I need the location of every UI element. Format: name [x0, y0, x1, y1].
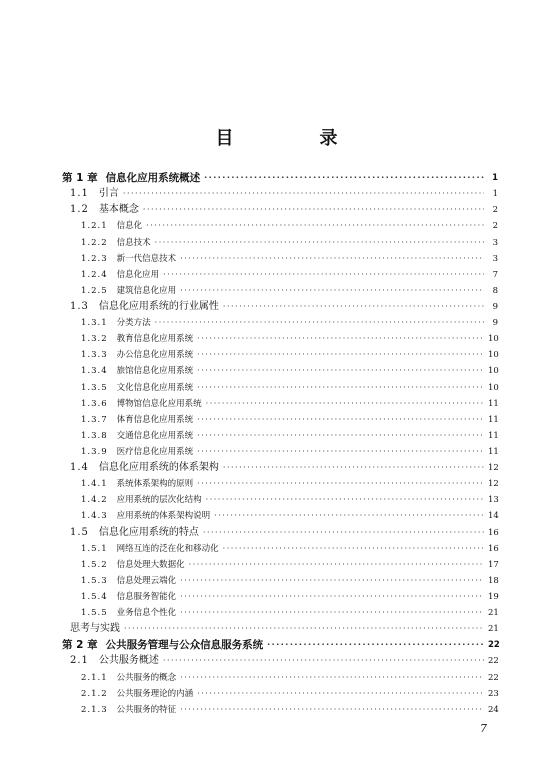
toc-dot-leader: [180, 251, 484, 267]
toc-entry-number: 2.1.3: [81, 704, 108, 715]
toc-entry-title: 办公信息化应用系统: [116, 350, 194, 361]
toc-entry-page: 7: [492, 269, 498, 280]
toc-entry-title: 思考与实践: [70, 623, 120, 635]
toc-section-entry: [62, 653, 498, 669]
toc-entry-number: 1.1: [70, 188, 89, 200]
toc-dot-leader: [223, 299, 484, 315]
toc-entry-page: 18: [488, 575, 499, 586]
toc-entry-page: 10: [488, 382, 499, 393]
toc-entry-page: 21: [488, 608, 499, 619]
toc-entry-title: 信息化应用系统概述: [105, 172, 201, 185]
toc-entry-page: 11: [488, 446, 499, 457]
toc-entry-page: 11: [488, 398, 499, 409]
toc-entry-number: 1.4.3: [81, 511, 108, 522]
toc-entry-number: 1.2.5: [81, 285, 108, 296]
toc-dot-leader: [197, 347, 484, 363]
toc-dot-leader: [214, 508, 484, 524]
toc-dot-leader: [180, 589, 484, 605]
toc-entry-title: 旅馆信息化应用系统: [116, 366, 194, 377]
toc-entry-number: 第 1 章: [62, 172, 98, 185]
toc-subsection-entry: [62, 379, 498, 395]
toc-entry-title: 网络互连的泛在化和移动化: [116, 543, 219, 554]
toc-dot-leader: [180, 605, 484, 621]
toc-entry-title: 公共服务的特征: [116, 704, 177, 715]
toc-entry-number: 1.2.2: [81, 237, 108, 248]
toc-entry-title: 信息化应用系统的行业属性: [98, 300, 219, 312]
toc-entry-number: 1.3.2: [81, 334, 108, 345]
toc-entry-number: 1.3.3: [81, 350, 108, 361]
toc-entry-title: 文化信息化应用系统: [116, 382, 194, 393]
toc-subsection-entry: [62, 557, 498, 573]
toc-entry-page: 3: [492, 253, 498, 264]
toc-entry-page: 3: [492, 237, 498, 248]
toc-chapter-entry: [62, 637, 498, 653]
toc-subsection-entry: [62, 508, 498, 524]
toc-dot-leader: [197, 428, 484, 444]
table-of-contents: [62, 170, 498, 718]
toc-entry-title: 信息化应用系统的特点: [98, 526, 199, 538]
toc-entry-number: 1.3.4: [81, 366, 108, 377]
toc-dot-leader: [143, 202, 484, 218]
toc-entry-title: 信息服务智能化: [116, 591, 177, 602]
toc-entry-title: 信息化: [116, 221, 143, 232]
toc-section-entry: [62, 202, 498, 218]
toc-entry-page: 16: [488, 543, 499, 554]
toc-entry-number: 1.5.3: [81, 575, 108, 586]
toc-entry-number: 1.4.2: [81, 495, 108, 506]
toc-subsection-entry: [62, 541, 498, 557]
toc-entry-number: 1.2.3: [81, 253, 108, 264]
toc-entry-number: 1.3.1: [81, 318, 108, 329]
toc-subsection-entry: [62, 331, 498, 347]
toc-entry-title: 公共服务的概念: [116, 672, 177, 683]
toc-entry-number: 2.1.1: [81, 672, 108, 683]
toc-entry-page: 24: [488, 704, 499, 715]
toc-entry-title: 交通信息化应用系统: [116, 430, 194, 441]
page-number: 7: [480, 722, 487, 735]
toc-entry-title: 信息处理云端化: [116, 575, 177, 586]
toc-subsection-entry: [62, 283, 498, 299]
toc-section-entry: [62, 621, 498, 637]
toc-entry-number: 1.3.7: [81, 414, 108, 425]
toc-dot-leader: [180, 573, 484, 589]
toc-entry-page: 22: [488, 672, 499, 683]
toc-dot-leader: [197, 412, 484, 428]
toc-subsection-entry: [62, 267, 498, 283]
toc-entry-title: 应用系统的体系架构说明: [116, 511, 211, 522]
toc-dot-leader: [180, 670, 484, 686]
toc-subsection-entry: [62, 589, 498, 605]
toc-entry-number: 1.3.5: [81, 382, 108, 393]
toc-entry-title: 信息处理大数据化: [116, 559, 185, 570]
toc-dot-leader: [197, 363, 484, 379]
toc-entry-number: 1.4: [70, 462, 89, 474]
toc-entry-title: 系统体系架构的原则: [116, 479, 194, 490]
toc-entry-title: 信息技术: [116, 237, 151, 248]
toc-entry-title: 分类方法: [116, 318, 151, 329]
toc-subsection-entry: [62, 605, 498, 621]
toc-entry-page: 10: [488, 366, 499, 377]
toc-entry-title: 新一代信息技术: [116, 253, 177, 264]
toc-entry-page: 13: [488, 495, 499, 506]
toc-subsection-entry: [62, 218, 498, 234]
toc-dot-leader: [180, 702, 484, 718]
toc-dot-leader: [203, 525, 484, 541]
toc-dot-leader: [197, 380, 484, 396]
toc-dot-leader: [146, 218, 484, 234]
toc-entry-number: 1.4.1: [81, 479, 108, 490]
toc-section-entry: [62, 524, 498, 540]
toc-dot-leader: [206, 492, 484, 508]
toc-dot-leader: [189, 557, 484, 573]
toc-entry-page: 11: [488, 430, 499, 441]
toc-subsection-entry: [62, 686, 498, 702]
toc-entry-number: 1.3.6: [81, 398, 108, 409]
toc-section-entry: [62, 299, 498, 315]
toc-entry-number: 1.2.4: [81, 269, 108, 280]
toc-entry-number: 1.5: [70, 526, 89, 538]
toc-subsection-entry: [62, 492, 498, 508]
toc-entry-page: 12: [488, 463, 499, 474]
toc-entry-page: 16: [488, 527, 499, 538]
toc-entry-title: 公共服务概述: [98, 655, 159, 667]
toc-subsection-entry: [62, 428, 498, 444]
toc-subsection-entry: [62, 444, 498, 460]
toc-entry-page: 23: [488, 688, 499, 699]
toc-subsection-entry: [62, 347, 498, 363]
toc-subsection-entry: [62, 251, 498, 267]
toc-dot-leader: [155, 315, 484, 331]
toc-entry-title: 业务信息个性化: [116, 608, 177, 619]
toc-entry-number: 1.3.8: [81, 430, 108, 441]
toc-entry-title: 建筑信息化应用: [116, 285, 177, 296]
toc-dot-leader: [223, 541, 484, 557]
toc-dot-leader: [204, 170, 484, 186]
toc-entry-number: 2.1: [70, 655, 89, 667]
toc-entry-page: 22: [488, 640, 500, 651]
toc-subsection-entry: [62, 315, 498, 331]
toc-subsection-entry: [62, 476, 498, 492]
toc-entry-page: 9: [492, 318, 498, 329]
toc-subsection-entry: [62, 412, 498, 428]
toc-dot-leader: [163, 267, 484, 283]
toc-entry-number: 1.2.1: [81, 221, 108, 232]
toc-entry-title: 应用系统的层次化结构: [116, 495, 202, 506]
toc-dot-leader: [163, 653, 484, 669]
toc-entry-page: 10: [488, 350, 499, 361]
toc-entry-page: 2: [492, 221, 498, 232]
toc-entry-number: 1.5.2: [81, 559, 108, 570]
toc-entry-title: 引言: [98, 188, 119, 200]
toc-dot-leader: [206, 396, 484, 412]
toc-entry-number: 1.2: [70, 204, 89, 216]
toc-dot-leader: [124, 621, 484, 637]
toc-dot-leader: [123, 186, 484, 202]
toc-entry-page: 2: [492, 205, 498, 216]
toc-subsection-entry: [62, 396, 498, 412]
toc-entry-page: 21: [488, 624, 499, 635]
toc-dot-leader: [197, 331, 484, 347]
toc-subsection-entry: [62, 702, 498, 718]
toc-entry-page: 1: [492, 189, 498, 200]
toc-dot-leader: [155, 235, 484, 251]
toc-dot-leader: [197, 476, 484, 492]
toc-entry-title: 体育信息化应用系统: [116, 414, 194, 425]
toc-entry-number: 1.5.4: [81, 591, 108, 602]
toc-entry-title: 医疗信息化应用系统: [116, 446, 194, 457]
toc-subsection-entry: [62, 669, 498, 685]
toc-dot-leader: [180, 283, 484, 299]
toc-entry-page: 14: [488, 511, 499, 522]
toc-dot-leader: [197, 686, 484, 702]
toc-entry-title: 信息化应用系统的体系架构: [98, 462, 219, 474]
toc-dot-leader: [197, 444, 484, 460]
toc-entry-number: 1.5.5: [81, 608, 108, 619]
toc-entry-page: 1: [492, 173, 498, 184]
toc-subsection-entry: [62, 363, 498, 379]
toc-entry-page: 8: [492, 285, 498, 296]
toc-entry-page: 19: [488, 591, 499, 602]
toc-entry-page: 11: [488, 414, 499, 425]
toc-entry-title: 公共服务理论的内涵: [116, 688, 194, 699]
toc-entry-page: 22: [488, 656, 499, 667]
toc-entry-number: 2.1.2: [81, 688, 108, 699]
toc-entry-page: 17: [488, 559, 499, 570]
toc-subsection-entry: [62, 234, 498, 250]
toc-entry-number: 第 2 章: [62, 639, 98, 652]
toc-entry-title: 教育信息化应用系统: [116, 334, 194, 345]
toc-entry-page: 10: [488, 334, 499, 345]
toc-entry-number: 1.5.1: [81, 543, 108, 554]
toc-dot-leader: [223, 460, 484, 476]
toc-entry-page: 9: [492, 301, 498, 312]
toc-entry-page: 12: [488, 479, 499, 490]
toc-title: 目 录: [215, 128, 372, 149]
toc-entry-title: 基本概念: [98, 204, 139, 216]
toc-section-entry: [62, 186, 498, 202]
toc-entry-title: 信息化应用: [116, 269, 160, 280]
toc-entry-title: 公共服务管理与公众信息服务系统: [105, 639, 264, 652]
toc-dot-leader: [267, 637, 484, 653]
toc-entry-number: 1.3: [70, 300, 89, 312]
toc-subsection-entry: [62, 573, 498, 589]
toc-chapter-entry: [62, 170, 498, 186]
toc-entry-number: 1.3.9: [81, 446, 108, 457]
toc-section-entry: [62, 460, 498, 476]
toc-entry-title: 博物馆信息化应用系统: [116, 398, 202, 409]
